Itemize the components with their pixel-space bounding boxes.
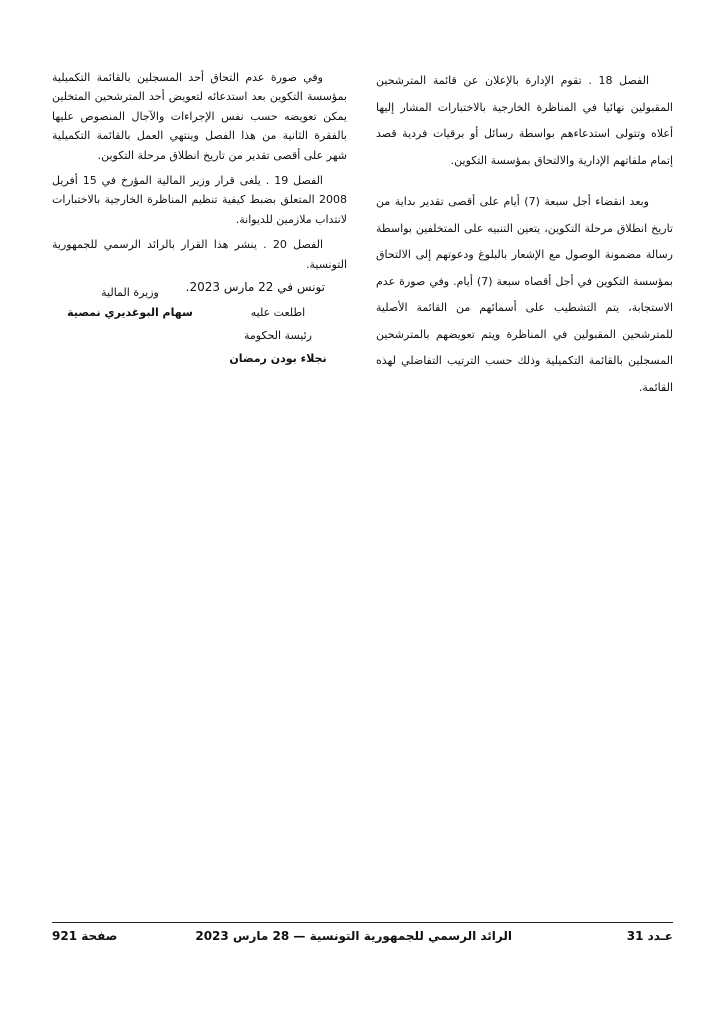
article-18-paragraph: الفصل 18 . تقوم الإدارة بالإعلان عن قائمة المترشحين المقبولين نهائيا في المناظرة الخارجية بالاختبارات المشار إليها أعلاه وتتولى استدعاءهم بواسطة رسائل أو برقيات فردية قصد إتمام ملفاتهم الإدارية والالتحاق بمؤسسة التكوين. (376, 74, 673, 167)
article-19-paragraph: الفصل 19 . يلغى قرار وزير المالية المؤرخ في 15 أفريل 2008 المتعلق بضبط كيفية تنظيم المناظرة الخارجية بالاختبارات لانتداب ملازمين للديوانة. (52, 174, 347, 226)
article-20-paragraph: الفصل 20 . ينشر هذا القرار بالرائد الرسمي للجمهورية التونسية. (52, 238, 347, 271)
article-18-second-paragraph: وبعد انقضاء أجل سبعة (7) أيام على أقصى تقدير بداية من تاريخ انطلاق مرحلة التكوين، يتعين التنبيه على المتخلفين بواسطة رسالة مضمونة الوصول مع الإشعار بالبلوغ ودعوتهم إلى الالتحاق بمؤسسة التكوين في أجل أقصاه سبعة (7) أيام. وفي صورة عدم الاستجابة، يتم التشطيب على أسمائهم من القائمة الأصلية للمترشحين المقبولين في المناظرة ويتم تعويضهم بالمترشحين المسجلين بالقائمة التكميلية وذلك حسب الترتيب التفاضلي لهذه القائمة. (376, 195, 673, 394)
minister-title: وزيرة المالية (101, 286, 159, 299)
right-column (376, 68, 673, 401)
prime-minister-name: نجلاء بودن رمضان (229, 352, 327, 365)
seen-label: اطلعت عليه (250, 306, 306, 319)
left-column (52, 68, 347, 297)
signing-date: تونس في 22 مارس 2023. (185, 280, 325, 295)
minister-name: سهام البوغديري نمصية (67, 306, 193, 319)
supplementary-list-paragraph: وفي صورة عدم التحاق أحد المسجلين بالقائمة التكميلية بمؤسسة التكوين بعد استدعائه لتعويض أحد المترشحين المتخلين يمكن تعويضه حسب نفس الإجراءات والآجال المنصوص عليها بالفقرة الثانية من هذا الفصل وينتهي العمل بالقائمة التكميلية شهر على أقصى تقدير من تاريخ انطلاق مرحلة التكوين. (52, 71, 347, 162)
footer-journal-title: الرائد الرسمي للجمهورية التونسية — 28 مارس 2023 (195, 929, 512, 943)
footer-page-number: صفحة 921 (52, 929, 118, 943)
footer-divider (52, 922, 673, 923)
prime-minister-title: رئيسة الحكومة (244, 329, 312, 342)
footer-issue-number: عـدد 31 (626, 929, 673, 943)
